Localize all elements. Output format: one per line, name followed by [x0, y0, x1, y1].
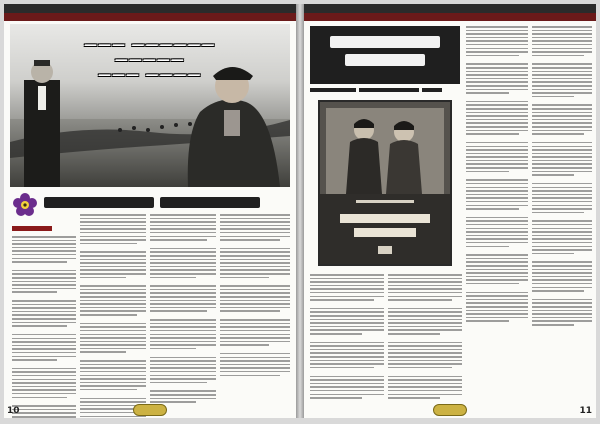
right-title-banner: [310, 26, 460, 84]
right-column-4: [388, 274, 462, 399]
article-column-2: [80, 214, 146, 418]
right-column-2: [532, 26, 592, 326]
left-page: [4, 4, 296, 418]
right-top-bar: [304, 4, 596, 13]
article-headline: [44, 194, 290, 216]
right-subtitle: [310, 88, 460, 94]
article-column-3: [150, 214, 216, 403]
spine-shadow: [296, 4, 304, 418]
article-column-4: [220, 214, 290, 376]
right-page-number: 11: [579, 406, 592, 416]
left-page-number: 10: [7, 406, 20, 416]
right-column-1: [466, 26, 528, 322]
right-column-3: [310, 274, 384, 399]
book-cover-photo: [320, 102, 450, 264]
article-column-1: [12, 236, 76, 418]
left-section-bar: [4, 13, 296, 21]
hero-photo: [10, 24, 290, 187]
left-top-bar: [4, 4, 296, 13]
hero-headline: ——— —————— ————— ——— ————: [84, 38, 216, 83]
forget-me-not-emblem: [12, 192, 38, 218]
author-byline: [12, 226, 52, 231]
book-cover: [318, 100, 452, 266]
right-page: [304, 4, 596, 418]
left-footer-logo: [133, 404, 167, 416]
figure-right: [188, 67, 280, 187]
right-footer-logo: [433, 404, 467, 416]
right-section-bar: [304, 13, 596, 21]
